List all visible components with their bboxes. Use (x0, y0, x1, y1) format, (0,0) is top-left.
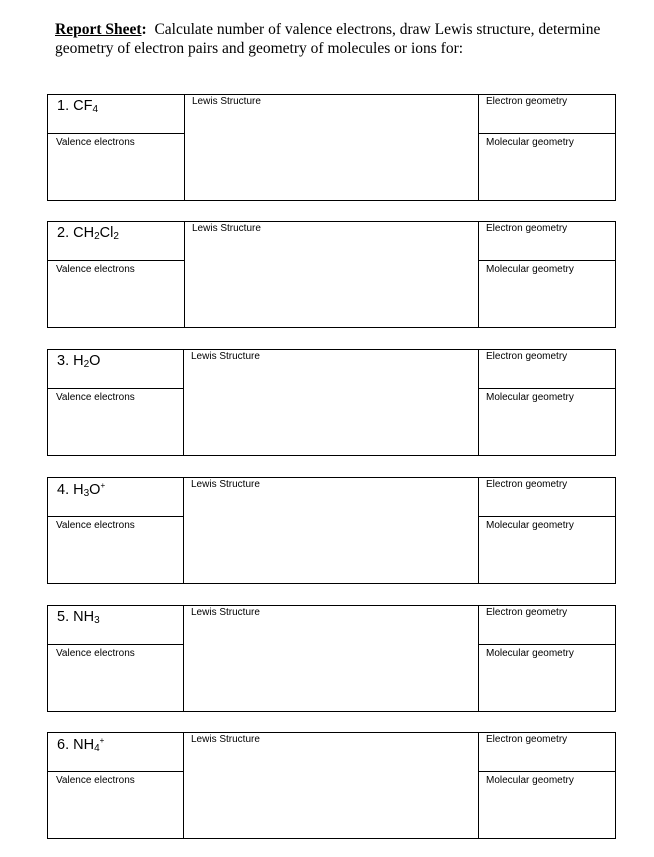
valence-electrons-cell[interactable] (48, 517, 184, 584)
valence-electrons-label: Valence electrons (56, 520, 135, 531)
formula: $NH_4^+$ (73, 736, 105, 754)
question-table-3 (47, 349, 615, 456)
report-sheet-colon: : (141, 21, 147, 38)
molecular-geometry-cell[interactable] (479, 389, 616, 456)
valence-electrons-cell[interactable] (48, 134, 185, 201)
electron-geometry-cell[interactable] (479, 733, 616, 772)
molecular-geometry-label: Molecular geometry (486, 648, 574, 659)
report-header (55, 20, 625, 58)
molecular-geometry-cell[interactable] (479, 261, 616, 328)
electron-geometry-cell[interactable] (479, 95, 616, 134)
electron-geometry-cell[interactable] (479, 606, 616, 645)
lewis-structure-cell[interactable] (185, 222, 479, 328)
question-name-cell (48, 733, 184, 772)
question-name-cell (48, 350, 184, 389)
electron-geometry-label: Electron geometry (486, 223, 568, 234)
valence-electrons-cell[interactable] (48, 645, 184, 712)
question-name-cell (48, 606, 184, 645)
lewis-structure-label: Lewis Structure (191, 734, 260, 745)
question-number: 3. (57, 353, 70, 369)
question-name-cell (48, 222, 185, 261)
molecular-geometry-cell[interactable] (479, 517, 616, 584)
formula: $NH_3$ (73, 609, 100, 626)
valence-electrons-cell[interactable] (48, 772, 184, 839)
electron-geometry-cell[interactable] (479, 478, 616, 517)
electron-geometry-label: Electron geometry (486, 351, 568, 362)
lewis-structure-cell[interactable] (184, 350, 479, 456)
molecular-geometry-label: Molecular geometry (486, 392, 574, 403)
lewis-structure-cell[interactable] (184, 733, 479, 839)
valence-electrons-cell[interactable] (48, 389, 184, 456)
molecular-geometry-cell[interactable] (479, 772, 616, 839)
question-table-1 (47, 94, 615, 201)
molecular-geometry-label: Molecular geometry (486, 264, 574, 275)
question-table-5 (47, 605, 615, 712)
molecular-geometry-label: Molecular geometry (486, 520, 574, 531)
lewis-structure-label: Lewis Structure (192, 223, 261, 234)
lewis-structure-label: Lewis Structure (191, 607, 260, 618)
question-name-cell (48, 95, 185, 134)
report-sheet-label: Report Sheet (55, 21, 142, 38)
question-name-cell (48, 478, 184, 517)
electron-geometry-label: Electron geometry (486, 479, 568, 490)
question-number: 4. (57, 482, 70, 498)
question-table-6 (47, 732, 615, 839)
formula: $CH_2Cl_2$ (73, 225, 119, 242)
formula: $H_2O$ (73, 353, 101, 370)
molecular-geometry-cell[interactable] (479, 134, 616, 201)
lewis-structure-label: Lewis Structure (192, 96, 261, 107)
question-number: 1. (57, 98, 70, 114)
electron-geometry-label: Electron geometry (486, 734, 568, 745)
lewis-structure-cell[interactable] (184, 478, 479, 584)
formula: $H_3O^+$ (73, 481, 106, 499)
question-number: 5. (57, 609, 70, 625)
electron-geometry-cell[interactable] (479, 350, 616, 389)
valence-electrons-label: Valence electrons (56, 775, 135, 786)
valence-electrons-label: Valence electrons (56, 648, 135, 659)
valence-electrons-label: Valence electrons (56, 137, 135, 148)
electron-geometry-label: Electron geometry (486, 607, 568, 618)
question-table-4 (47, 477, 615, 584)
lewis-structure-cell[interactable] (185, 95, 479, 201)
instructions-text: Calculate number of valence electrons, draw Lewis structure, determine geometry of electron pairs and geometry of molecules or ions for: (55, 21, 601, 57)
valence-electrons-label: Valence electrons (56, 264, 135, 275)
question-number: 2. (57, 225, 70, 241)
electron-geometry-label: Electron geometry (486, 96, 568, 107)
molecular-geometry-label: Molecular geometry (486, 775, 574, 786)
lewis-structure-label: Lewis Structure (191, 351, 260, 362)
molecular-geometry-cell[interactable] (479, 645, 616, 712)
valence-electrons-cell[interactable] (48, 261, 185, 328)
lewis-structure-label: Lewis Structure (191, 479, 260, 490)
electron-geometry-cell[interactable] (479, 222, 616, 261)
question-number: 6. (57, 737, 70, 753)
valence-electrons-label: Valence electrons (56, 392, 135, 403)
question-table-2 (47, 221, 615, 328)
formula: $CF_4$ (73, 98, 99, 115)
molecular-geometry-label: Molecular geometry (486, 137, 574, 148)
lewis-structure-cell[interactable] (184, 606, 479, 712)
